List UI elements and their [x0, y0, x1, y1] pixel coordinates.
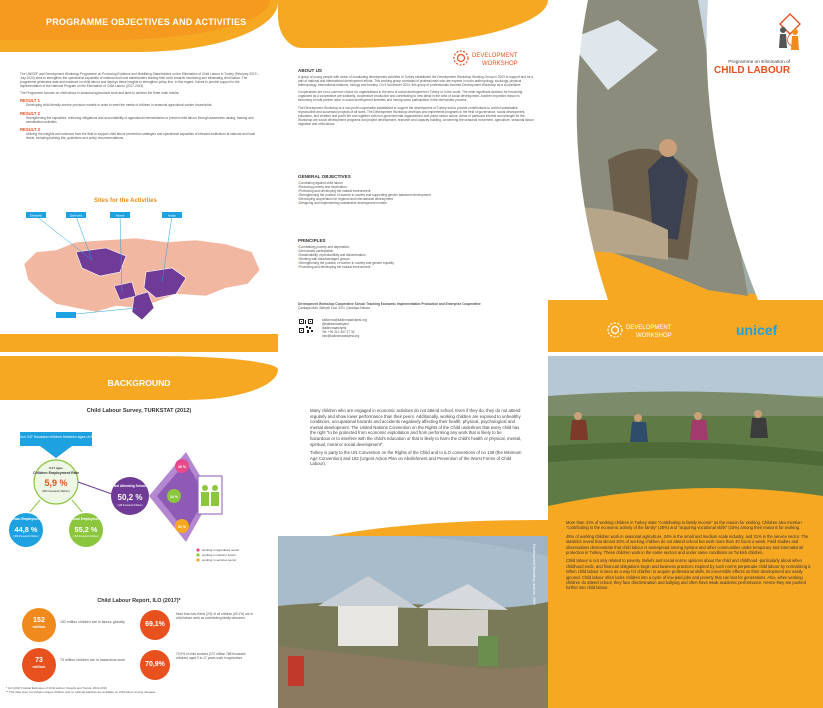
qr-code-icon — [298, 318, 314, 334]
list-item: • Working with disadvantaged groups — [298, 257, 534, 261]
contact-item[interactable]: @kalkinmaatolyesi — [322, 322, 349, 327]
paragraph: 45% of working children work in seasonal agriculture, 24% in the small and medium scale industry, and 31% in the service sector. The statistics reveal that almost 30% of working children do not attend school but work more than 40 hours a week. Field studies and observations demonstrate that child labour is widespread among Syrians and other communities under temporary and international protection in Turkey. These children work in the same sectors and under same conditions as Turkish children. — [566, 533, 809, 556]
paragraph: More than 41% of working children in Turkey state "contributing to family income" as the reason for working. Children also mention "contributing to the economic activity of the family" (28%) and "acquiring vocational skills" (15%) among their reasons for working. — [566, 520, 802, 531]
photo-caption: Development Workshop archive, 2019 — [532, 544, 536, 605]
result-2-text: Strengthening the capacities, enforcing obligations and accountability of agricultural intermediaries to prevent child labour through awareness raising, training and sensitization activities. — [26, 115, 254, 124]
paragraph: Child labour is not only related to poverty. Beliefs and social norms opinions about the child and childhood -particularly about when childhood ends, and financial obligations begin and business practices inspired by such norms perpetuate child labour by normalizing it. When child labour is seen as a way for children to acquire professional skills, its irreversible effects on their development are easily ignored. Child labour often locks children into a cycle of low-paid jobs and poverty that can last for generations. Also, when working children do attend school, they face discrimination and bullying and often have weak academic performance. Hence they are pushed further into child labour. — [566, 558, 812, 591]
about-panel — [278, 0, 548, 352]
address-2: Çankaya Mah. Bahçeli Cad. 33/4, Çankaya Ankara — [298, 306, 370, 311]
contact-item[interactable]: /kalkinmaatolyesi — [322, 326, 347, 331]
footer-band — [0, 334, 278, 352]
unicef-logo: unicef — [736, 322, 778, 338]
about-heading: ABOUT US — [298, 68, 322, 73]
camp-photo — [278, 536, 548, 708]
rural-label: Rural Employment — [71, 517, 101, 521]
address: Development Workshop Cooperative School Teaching Economic Implementation Production and Enterprise Cooperative — [298, 302, 481, 306]
about-section — [298, 68, 534, 126]
result-2-label: RESULT 2 — [20, 110, 40, 116]
ilo-stat-2: 69,1% — [140, 610, 170, 640]
list-item: • Strengthening the position of women in society and supporting gender balanced development — [298, 193, 534, 197]
list-item: • Reducing poverty and deprivation — [298, 185, 534, 189]
list-item: • Strengthening the position of women in society and gender equality — [298, 261, 534, 265]
legend-item: working in services sector — [202, 558, 237, 562]
principles-heading: PRINCIPLES — [298, 238, 326, 243]
contact-item[interactable]: info@kalkinmaatolyesi.org — [322, 334, 360, 339]
urban-label: Urban Employment — [10, 517, 42, 521]
survey-title: Child Labour Survey, TURKSTAT (2012) — [86, 408, 192, 414]
ilo-stat-4-text: 70,9% of child workers (107 million 788 thousand children) aged 5 to 17 years work in agriculture — [176, 652, 246, 661]
paragraph: Turkey is party to the UN Convention on the Rights of the Child and to ILO conventions of no 138 (the Minimum Age Convention) and 182 (Urgent Action Plan on Abolishment and Prevention of the Worst Forms of Child Labour). — [310, 450, 522, 467]
header-band — [278, 0, 548, 48]
intro-text-2: The Programme focuses on child labour in seasonal agricultural work and aims to achieve the three main results: — [20, 91, 180, 96]
background-panel — [0, 356, 278, 708]
map-label: Adana — [115, 213, 125, 218]
ilo-title: Child Labour Report, ILO (2017)* — [97, 598, 181, 604]
rural-value: 55,2 % — [74, 525, 98, 534]
objectives-heading: GENERAL OBJECTIVES — [298, 174, 351, 179]
logo-text: DEVELOPMENT — [472, 53, 518, 59]
list-item: • Designing and implementing sustainable development models — [298, 201, 534, 205]
children-icon — [198, 476, 222, 514]
field-photo — [548, 356, 823, 526]
list-item: • Developing cooperation for regional and international development — [298, 197, 534, 201]
contacts — [322, 318, 367, 338]
rights-panel — [278, 356, 548, 708]
list-item: • Combatting poverty and deprivation — [298, 245, 534, 249]
sector-agri: 45 % — [177, 465, 187, 469]
list-item: • Democratic participation — [298, 249, 534, 253]
about-text: The Development Workshop is a non-profit cooperative established to support the development of Turkey and to provide contributions to correct sustainable, reproducible and successful projects of all sizes. The Development Workshop develops and implements programs in the field of governance, social development, education, and children and youth fire and together with non-governmental organizations and public sector actors. Areas of particular interest and strength for the Workshop are social development programs and project development, research and capacity building, concerning the seasonal movement, agriculture, seasonal labour migration and child labour. — [298, 105, 534, 126]
objectives-body — [20, 72, 260, 140]
legend-item: working in agriculture sector — [202, 548, 240, 552]
objectives-section — [298, 174, 534, 206]
list-item: • Sustainability, reproducibility and dissemination — [298, 253, 534, 257]
legend-item: working in industry sector — [202, 553, 236, 557]
result-1-label: RESULT 1 — [20, 98, 40, 104]
footnotes — [6, 686, 272, 694]
ilo-stat-2-text: More than two-thirds (2/3) of all children (69.1%) are in child labour work as contributing family labourers — [176, 612, 254, 621]
intro-text: The UNICEF and Development Workshop Programme on Producing Evidence and Mobilizing Stakeholders on the Elimination of Child Labour in Turkey (February 2019 – July 2020) aims to strengthen the operational capacities of national and local stakeholders leading their work towards monitoring and eliminating child labour. The programme generates data and evidence on child labour and deploys these insights to strengthen policy first. In this regard, it aims to provide support to the implementation of the National Program on the Elimination of Child Labour (2017-2023). — [20, 72, 260, 89]
about-text: A group of young people with vision of conducting development activities in Turkey established the Development Workshop Working Group in 2003 to support and be a part of national and international development efforts. This working group consisted of professionals who are experts in socio-anthropology, sociology, physical anthropology, international relations, biology and forestry. On 9 November 2004, this group of professionals founded Development Workshop as a cooperative. — [298, 75, 534, 88]
map-label: Eskişehir — [29, 213, 43, 218]
address-block — [298, 302, 534, 310]
map-label: Hatay — [168, 213, 176, 218]
result-1-text: Developing child-friendly service provision models in order to meet the needs of children in seasonal agricultural worker households. — [26, 103, 213, 108]
nas-value: 50,2 % — [117, 493, 143, 502]
cover-panel — [548, 0, 823, 352]
paragraph: Many children who are engaged in economic activities do not attend school. Even if they do, they do not attend regularly and show lower performance than their peers. Additionally, working children are exposed to unhealthy conditions, occupational hazards and accidents negatively affecting their health, physical, psychological and mental development. The United Nations Convention on the Rights of the Child underlines that every child has the right "to be protected from economic exploitation and from performing any work that is likely to be hazardous or to interfere with the child's education or that is likely to harm the child's health or physical, mental, spiritual, moral or social development". — [310, 408, 522, 447]
sites-title: Sites for the Activities — [94, 198, 157, 204]
programme-label: Programme on Elimination of — [728, 60, 791, 65]
nas-label: Not Attending School — [113, 484, 147, 488]
urban-value: 44,8 % — [14, 525, 38, 534]
ilo-stat-4: 70,9% — [140, 650, 170, 680]
result-3-label: RESULT 3 — [20, 126, 40, 132]
page-title: BACKGROUND — [107, 378, 171, 388]
nas-sub: (448 thousand children) — [117, 504, 143, 507]
sector-ind: 24 % — [169, 495, 179, 499]
footnote: * ILO (2017) Global Estimates of Child Labour: Results and Trends, 2012-2016 — [6, 686, 107, 690]
logo-text: WORKSHOP — [636, 333, 672, 339]
objectives-panel — [0, 0, 278, 352]
ilo-stat-1: 152 million — [22, 608, 56, 642]
center-label: Children Employment Rate — [33, 471, 79, 475]
sector-serv: 31 % — [177, 525, 187, 529]
map-icon — [16, 212, 266, 330]
programme-logo — [714, 60, 790, 76]
ilo-stat-3: 73 million — [22, 648, 56, 682]
survey-diagram — [0, 414, 278, 594]
list-item: • Combating against child labour — [298, 181, 534, 185]
result-3-text: Utilizing the insights and evidence from the field to support child labour prevention strategies and operational capacities of relevant institutions at national and local levels, including training kits, guidelines and policy recommendations. — [26, 131, 255, 140]
map-label: Şanlıurfa — [69, 213, 83, 218]
list-item: • Protecting and developing the natural environment — [298, 265, 534, 269]
ilo-stat-3-text: 73 million children are in hazardous work — [60, 658, 126, 662]
logo-text: DEVELOPMENT — [626, 325, 672, 331]
reasons-text — [566, 520, 812, 594]
contact-item[interactable]: kalkinma@kalkinmaatolyesi.org — [322, 318, 367, 322]
ilo-stat-1-text: 152 million children are in labour globally — [60, 620, 125, 624]
footnote: ** This data does not include refugee children and no national statistics are available on child labour among refugees. — [6, 690, 157, 695]
about-text: Cooperatives are not a common choice for organizations in the area of social development in Turkey or in the world. The main significant decision for becoming organized as a cooperative are solidarity, cooperative production and contributing to new ideas in the area of social development. Another important reason is becoming a multi-partner actor in social development activities and having some participation in the democratic process. — [298, 90, 523, 103]
rights-text — [310, 408, 522, 470]
principles-section — [298, 238, 534, 270]
rural-sub: (493 thousand children) — [73, 535, 99, 538]
children-icon — [774, 22, 804, 56]
contact-item: Tel: +90 312 467 27 34 — [322, 330, 355, 335]
child-labour-title: CHILD LABOUR — [714, 65, 791, 76]
reasons-panel — [548, 356, 823, 708]
center-age: 6-17 ages — [49, 466, 63, 470]
center-value: 5,9 % — [44, 478, 68, 488]
top-box-text: 15 million 247 thousand children between ages of 6 to 17 — [10, 435, 102, 439]
list-item: • Protecting and developing the natural environment — [298, 189, 534, 193]
urban-sub: (400 thousand children) — [13, 535, 39, 538]
center-sub: (893 thousand children) — [42, 490, 70, 493]
logo-text: WORKSHOP — [482, 61, 518, 67]
page-title: PROGRAMME OBJECTIVES AND ACTIVITIES — [46, 17, 247, 27]
development-workshop-logo-icon — [606, 320, 686, 344]
